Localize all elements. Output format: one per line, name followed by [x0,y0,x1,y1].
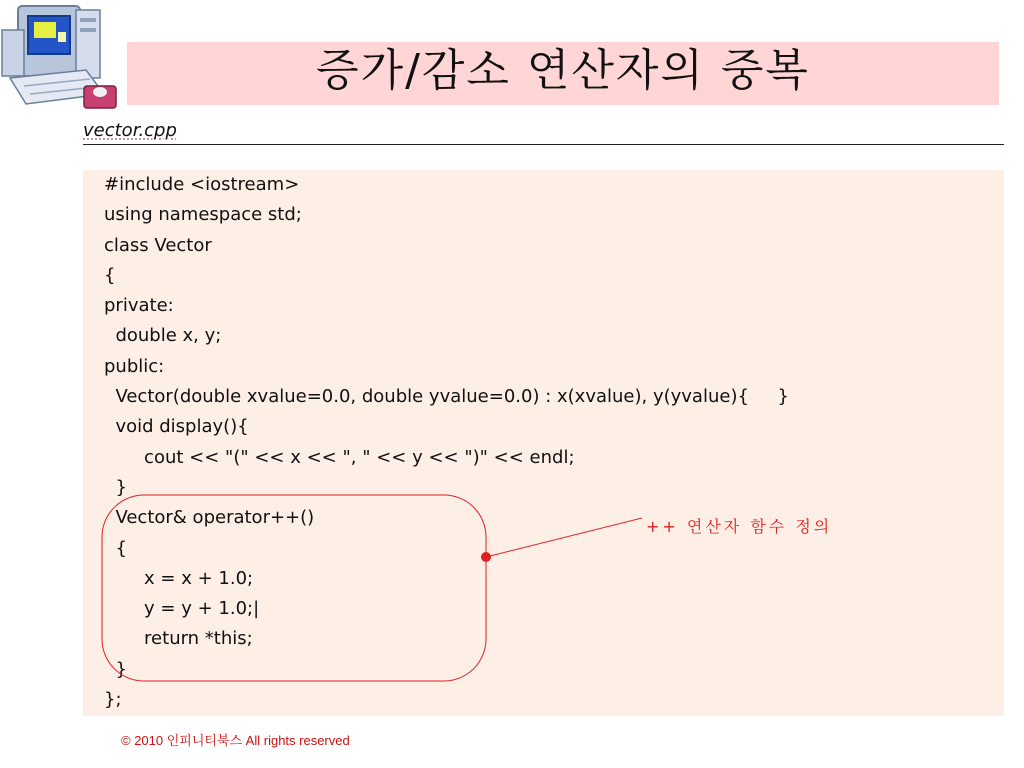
code-line: void display(){ [104,416,249,438]
code-line: }; [104,689,122,711]
code-line: { [104,537,127,559]
code-line: class Vector [104,234,212,256]
header-divider [83,144,1004,145]
code-line: double x, y; [104,325,222,347]
code-line: } [104,476,127,498]
file-name-label: vector.cpp [83,120,177,141]
code-line: y = y + 1.0;| [104,598,260,620]
code-line: Vector& operator++() [104,507,315,529]
code-line: x = x + 1.0; [104,567,254,589]
code-block [104,170,789,715]
code-line: Vector(double xvalue=0.0, double yvalue=0.0) : x(xvalue), y(yvalue){ } [104,386,789,408]
code-line: { [104,264,116,286]
code-line: private: [104,295,174,317]
computer-icon [0,0,128,112]
code-line: #include <iostream> [104,174,300,195]
code-line: cout << "(" << x << ", " << y << ")" << endl; [104,446,575,468]
code-line: } [104,658,127,680]
code-line: public: [104,355,165,377]
callout-annotation: ++ 연산자 함수 정의 [646,517,833,536]
copyright-footer: © 2010 인피니티북스 All rights reserved [121,733,350,748]
page-title: 증가/감소 연산자의 중복 [316,45,810,96]
title-bar [127,42,999,105]
code-line: return *this; [104,628,253,650]
code-line: using namespace std; [104,204,302,226]
